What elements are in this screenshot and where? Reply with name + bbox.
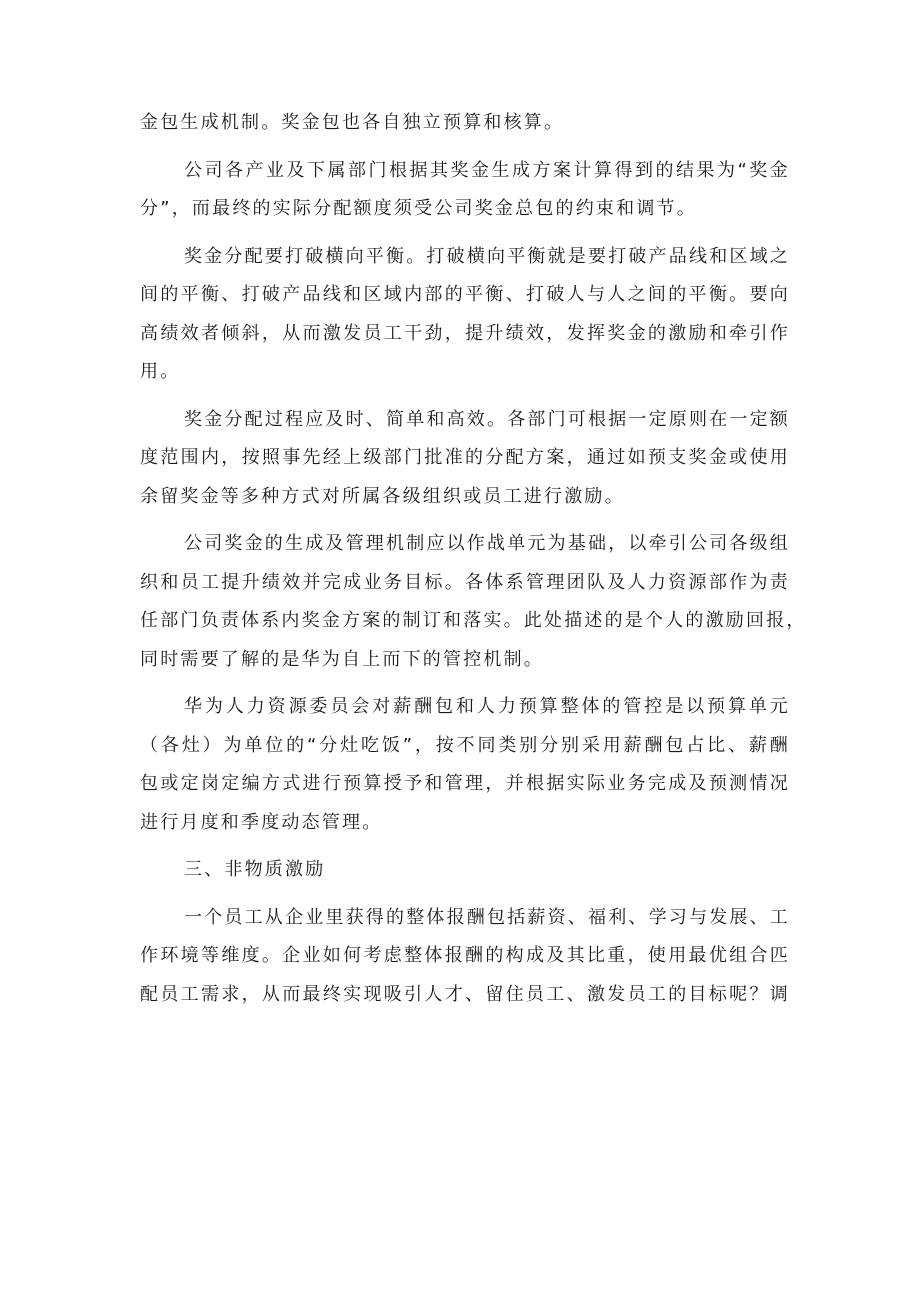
document-body <box>140 104 807 1023</box>
paragraph <box>140 688 790 842</box>
text-line: 华为人力资源委员会对薪酬包和人力预算整体的管控是以预算单元 <box>184 696 790 717</box>
text-line: 间的平衡、打破产品线和区域内部的平衡、打破人与人之间的平衡。要向 <box>140 284 790 305</box>
text-line: 度范围内，按照事先经上级部门批准的分配方案，通过如预支奖金或使用 <box>140 447 790 468</box>
section-heading <box>140 851 790 890</box>
heading-text: 三、非物质激励 <box>184 859 326 880</box>
text-line: 包或定岗定编方式进行预算授予和管理，并根据实际业务完成及预测情况 <box>140 773 790 794</box>
paragraph <box>140 238 790 392</box>
text-line: 织和员工提升绩效并完成业务目标。各体系管理团队及人力资源部作为责 <box>140 571 790 593</box>
text-line: （各灶）为单位的“分灶吃饭”，按不同类别分别采用薪酬包占比、薪酬 <box>140 734 790 756</box>
text-line: 同时需要了解的是华为自上而下的管控机制。 <box>140 648 544 670</box>
paragraph <box>140 401 790 517</box>
text-line: 任部门负责体系内奖金方案的制订和落实。此处描述的是个人的激励回报， <box>140 610 807 631</box>
paragraph <box>140 899 790 1015</box>
text-line: 高绩效者倾斜，从而激发员工干劲，提升绩效，发挥奖金的激励和牵引作 <box>140 322 790 344</box>
text-line: 进行月度和季度动态管理。 <box>140 811 383 833</box>
text-line: 余留奖金等多种方式对所属各级组织或员工进行激励。 <box>140 485 625 507</box>
text-line: 一个员工从企业里获得的整体报酬包括薪资、福利、学习与发展、工 <box>184 906 790 928</box>
text-line: 配员工需求，从而最终实现吸引人才、留住员工、激发员工的目标呢？调 <box>140 983 790 1005</box>
text-line: 公司奖金的生成及管理机制应以作战单元为基础，以牵引公司各级组 <box>184 533 790 554</box>
text-line: 奖金分配要打破横向平衡。打破横向平衡就是要打破产品线和区域之 <box>184 245 790 267</box>
text-line: 公司各产业及下属部门根据其奖金生成方案计算得到的结果为“奖金 <box>184 159 790 181</box>
text-line: 作环境等维度。企业如何考虑整体报酬的构成及其比重，使用最优组合匹 <box>140 945 790 966</box>
paragraph <box>140 525 807 679</box>
text-line: 用。 <box>140 361 181 382</box>
paragraph <box>140 104 790 143</box>
text-line: 金包生成机制。奖金包也各自独立预算和核算。 <box>140 112 565 133</box>
text-line: 分”，而最终的实际分配额度须受公司奖金总包的约束和调节。 <box>140 198 697 219</box>
paragraph <box>140 152 790 229</box>
text-line: 奖金分配过程应及时、简单和高效。各部门可根据一定原则在一定额 <box>184 408 790 430</box>
